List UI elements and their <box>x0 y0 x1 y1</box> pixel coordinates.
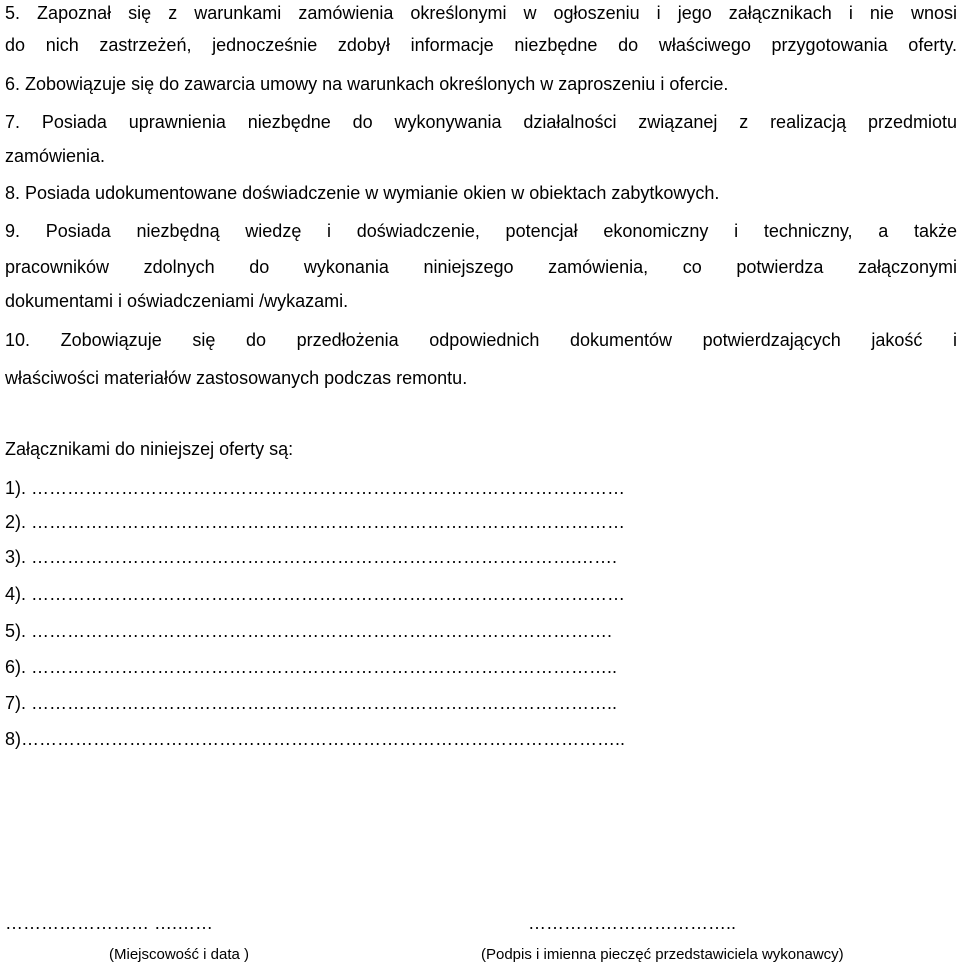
clause-8: 8. Posiada udokumentowane doświadczenie w wymianie okien w obiektach zabytkowych. <box>5 183 720 203</box>
place-date-caption: (Miejscowość i data ) <box>109 946 250 963</box>
attachment-item-2: 2). ……………………………………………………………………………………… <box>5 512 626 532</box>
clause-5-line-1: 5. Zapoznał się z warunkami zamówienia określonymi w ogłoszeniu i jego załącznikach i nie wnosi <box>5 3 957 23</box>
clause-7-line-2: zamówienia. <box>5 146 106 166</box>
clause-10-line-2: właściwości materiałów zastosowanych podczas remontu. <box>5 368 468 388</box>
attachment-item-3: 3). ……………………………………………………………………………….……. <box>5 547 618 567</box>
clause-5-line-2: do nich zastrzeżeń, jednocześnie zdobył informacje niezbędne do właściwego przygotowania oferty. <box>5 35 957 55</box>
clause-9-line-2: pracowników zdolnych do wykonania niniejszego zamówienia, co potwierdza załączonymi <box>5 257 957 277</box>
attachment-item-8: 8)……………………………………………………………………………………….. <box>5 729 626 749</box>
signature-dots: …………………………….. <box>528 913 737 933</box>
clause-9-line-3: dokumentami i oświadczeniami /wykazami. <box>5 291 349 311</box>
attachment-item-5: 5). ……………………………………………………………………………………. <box>5 621 613 641</box>
attachments-heading: Załącznikami do niniejszej oferty są: <box>5 439 294 459</box>
clause-9-line-1: 9. Posiada niezbędną wiedzę i doświadczenie, potencjał ekonomiczny i techniczny, a także <box>5 221 957 241</box>
clause-7-line-1: 7. Posiada uprawnienia niezbędne do wykonywania działalności związanej z realizacją przedmiotu <box>5 112 957 132</box>
attachment-item-7: 7). …………………………………………………………………………………….. <box>5 693 618 713</box>
attachment-item-4: 4). ……………………………………………………………………………………… <box>5 584 626 604</box>
place-date-dots: …………………… ….…… <box>5 913 214 933</box>
signature-caption: (Podpis i imienna pieczęć przedstawiciela wykonawcy) <box>481 946 844 963</box>
attachment-item-6: 6). …………………………………………………………………………………….. <box>5 657 618 677</box>
document-page <box>5 0 957 968</box>
clause-10-line-1: 10. Zobowiązuje się do przedłożenia odpowiednich dokumentów potwierdzających jakość i <box>5 330 957 350</box>
attachment-item-1: 1). ……………………………………………………………………………………… <box>5 478 626 498</box>
clause-6: 6. Zobowiązuje się do zawarcia umowy na warunkach określonych w zaproszeniu i ofercie. <box>5 74 729 94</box>
